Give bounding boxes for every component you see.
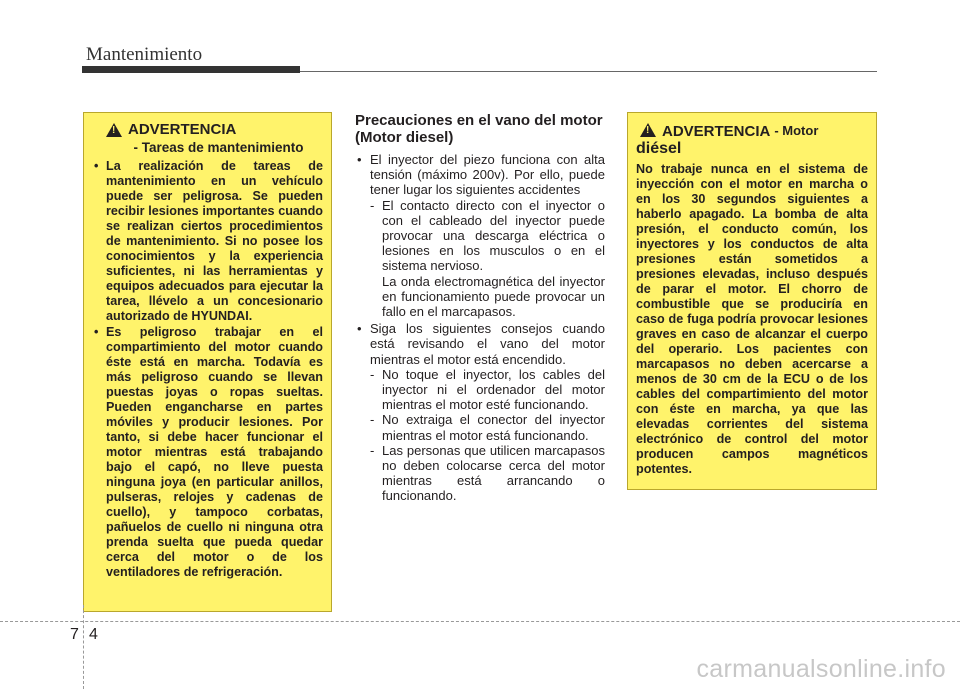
precautions-list: [355, 152, 605, 504]
warning-subtitle: - Tareas de mantenimiento: [133, 140, 304, 155]
warning-subtitle-line2: diésel: [636, 140, 682, 157]
list-item: • Es peligroso trabajar en el compartimiento del motor cuando éste está en marcha. Todavía es más peligroso cuando se llevan puestas joyas o ropas sueltas. Pueden engancharse en partes móviles y producir lesiones. Por tanto, si debe hacer funcionar el motor mientras está trabajando bajo el capó, no lleve puesta ninguna joya (en particular anillos, pulseras, relojes y cadenas de cuello), y tampoco corbatas, pañuelos de cuello ni ninguna otra prenda suelta que pueda quedar cerca del motor o de los ventiladores de refrigeración.: [92, 325, 323, 580]
dash-paragraph: La onda electromagnética del inyector en funcionamiento puede provocar un fallo en el marcapasos.: [382, 273, 605, 320]
watermark: carmanualsonline.info: [696, 655, 946, 683]
warning-title: ADVERTENCIA: [662, 123, 771, 140]
list-item: [355, 152, 605, 319]
warning-box-maintenance: [83, 112, 332, 612]
dash-item: - Las personas que utilicen marcapasos no deben colocarse cerca del motor mientras está arrancando o funcionando.: [370, 443, 605, 504]
section-title: Mantenimiento: [86, 44, 203, 65]
footer-divider: [83, 605, 84, 689]
dash-list: [370, 367, 605, 504]
precautions-section: [355, 112, 605, 506]
warning-subtitle: - Motor: [774, 123, 819, 138]
page-number: 4: [89, 626, 98, 643]
list-item: [355, 321, 605, 503]
dash-item: - No toque el inyector, los cables del inyector ni el ordenador del motor mientras el motor esté funcionando.: [370, 367, 605, 413]
warning-list: [92, 159, 323, 580]
dash-item: - No extraiga el conector del inyector mientras el motor está funcionando.: [370, 412, 605, 442]
bullet-text: Siga los siguientes consejos cuando está revisando el vano del motor mientras el motor está encendido.: [370, 321, 605, 367]
dash-list: [370, 198, 605, 274]
warning-body: No trabaje nunca en el sistema de inyección con el motor en marcha o en los 30 segundos siguientes a haberlo apagado. La bomba de alta presión, el conducto común, los inyectores y los conductos de alta presiones están sometidos a presiones elevadas, incluso después de parar el motor. El chorro de combustible que se produciría en caso de fuga podría provocar lesiones graves en caso de alcanzar el cuerpo del operario. Los pacientes con marcapasos no deben acercarse a menos de 30 cm de la ECU o de los cables del compartimiento del motor con éste en marcha, ya que las elevadas corrientes del sistema electrónico de control del motor producen campos magnéticos potentes.: [636, 162, 868, 476]
footer-rule: [0, 621, 960, 622]
dash-item: - El contacto directo con el inyector o con el cableado del inyector puede provocar una descarga eléctrica o lesiones en los musculos o en el sistema nervioso.: [370, 198, 605, 274]
chapter-number: 7: [70, 626, 79, 643]
precautions-title: Precauciones en el vano del motor (Motor diesel): [355, 112, 603, 146]
list-item: • La realización de tareas de mantenimiento en un vehículo puede ser peligrosa. Se pueden recibir lesiones importantes cuando se realizan ciertos procedimientos de mantenimiento. Si no posee los conocimientos y la experiencia suficientes, ni las herramientas y equipos adecuados para ejecutar la tarea, llévelo a un concesionario autorizado de HYUNDAI.: [92, 159, 323, 324]
warning-box-diesel: [627, 112, 877, 490]
warning-heading: [636, 123, 868, 140]
warning-triangle-icon: [640, 123, 656, 137]
header-bar: [82, 66, 300, 73]
warning-triangle-icon: [106, 123, 122, 137]
warning-title: ADVERTENCIA: [128, 121, 237, 138]
warning-heading: [92, 121, 323, 138]
bullet-text: El inyector del piezo funciona con alta tensión (máximo 200v). Por ello, puede tener lugar los siguientes accidentes: [370, 152, 605, 198]
header-rule: [300, 71, 877, 72]
